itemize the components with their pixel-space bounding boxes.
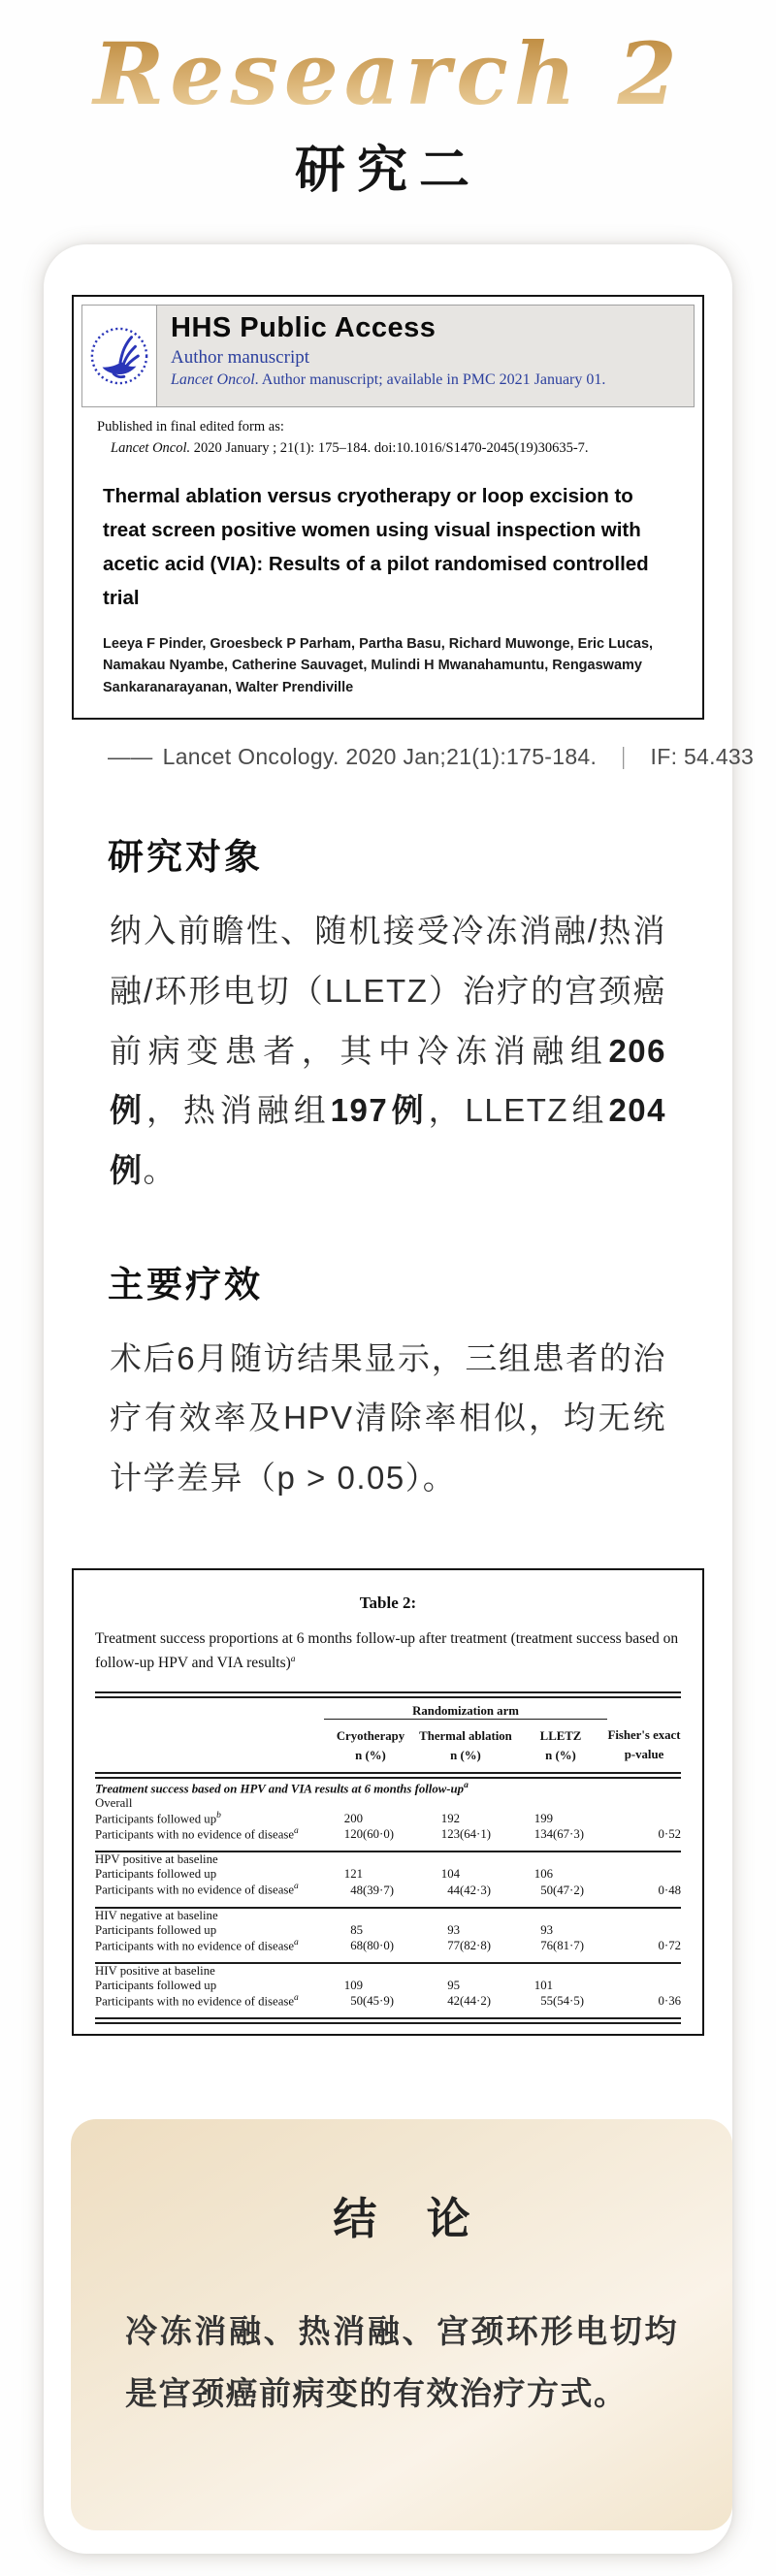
- cell-pvalue: [607, 1811, 681, 1826]
- article-title: Thermal ablation versus cryotherapy or loop excision to treat screen positive women using visual inspection with acetic acid (VIA): Results of a pilot randomised controlled trial: [103, 484, 649, 610]
- cell-pvalue: 0·36: [658, 1994, 681, 2009]
- stat-bold: 204例: [110, 1092, 667, 1188]
- conclusion-text: 冷冻消融、热消融、宫颈环形电切均是宫颈癌前病变的有效治疗方式。: [125, 2313, 678, 2412]
- cell-cryotherapy-pct: [363, 1923, 417, 1938]
- cell-thermal-n: 95: [447, 1978, 460, 1992]
- cell-cryotherapy-pct: [363, 1811, 417, 1826]
- table-row-group: [95, 1964, 681, 1979]
- cell-thermal-pct: (64·1): [460, 1827, 491, 1842]
- cell-lletz-n: 134: [534, 1827, 553, 1842]
- table-group-label: HIV positive at baseline: [95, 1963, 215, 1978]
- cell-lletz-pct: (47·2): [553, 1883, 584, 1897]
- table-row-label: Participants followed $up^b$: [95, 1810, 221, 1826]
- cell-cryotherapy-pct: (80·0): [363, 1938, 394, 1952]
- col-lletz: [514, 1719, 607, 1765]
- citation-separator: ｜: [612, 746, 635, 772]
- table-group-label: HIV negative at baseline: [95, 1908, 218, 1922]
- cell-lletz-n: 55: [540, 1994, 553, 2009]
- group-rule-cell: [95, 1953, 681, 1964]
- cell-lletz-pct: (67·3): [553, 1827, 584, 1842]
- table-group-label: Overall: [95, 1795, 133, 1810]
- cell-cryotherapy-pct: [363, 1867, 417, 1882]
- cell-cryotherapy-n: 48: [350, 1883, 363, 1897]
- hhs-logo-cell: [82, 306, 157, 406]
- published-reference: [111, 438, 695, 460]
- table-row-data: [95, 1811, 681, 1826]
- cell-lletz-pct: [553, 1811, 607, 1826]
- results-table-body: [95, 1781, 681, 2010]
- empty-header-cell: [95, 1719, 324, 1765]
- cell-lletz-pct: [553, 1867, 607, 1882]
- cell-thermal-n: 93: [447, 1922, 460, 1937]
- cell-pvalue: [607, 1923, 681, 1938]
- col-cryotherapy: [324, 1719, 417, 1765]
- table-header-rule: [95, 1772, 681, 1779]
- cell-thermal-pct: (42·3): [460, 1883, 491, 1897]
- table-row-data: [95, 1923, 681, 1938]
- cell-cryotherapy-n: 120: [343, 1827, 363, 1842]
- table-row-label: Participants followed up: [95, 1978, 217, 1992]
- empty-header-cell: [607, 1704, 681, 1720]
- content-card: [44, 244, 755, 2554]
- author-manuscript-label: Author manuscript: [171, 347, 310, 369]
- cell-lletz-n: 106: [534, 1867, 553, 1882]
- citation-text: Lancet Oncology. 2020 Jan;21(1):175-184.: [162, 744, 598, 770]
- efficacy-heading: 主要疗效: [108, 1265, 263, 1305]
- cell-thermal-n: 123: [440, 1827, 460, 1842]
- cell-cryotherapy-n: 121: [343, 1867, 363, 1882]
- table-row-data: [95, 1979, 681, 1993]
- cell-lletz-n: 76: [540, 1938, 553, 1952]
- table-group-label: HPV positive at baseline: [95, 1852, 218, 1867]
- paper-header-figure: [72, 295, 704, 720]
- cell-cryotherapy-n: 68: [350, 1938, 363, 1952]
- randomization-arm-row: [95, 1704, 681, 1720]
- published-label: Published in final edited form as:: [97, 419, 284, 435]
- text-segment: ，热消融组: [146, 1092, 331, 1129]
- cell-thermal-n: 77: [447, 1938, 460, 1952]
- cell-cryotherapy-pct: [363, 1979, 417, 1993]
- hhs-eagle-seal-icon: [89, 326, 149, 386]
- text-segment: 纳入前瞻性、随机接受冷冻消融/热消融/环形电切（LLETZ）治疗的宫颈癌前病变患者，其中冷冻消融组: [110, 913, 666, 1069]
- table-row-label: Participants with no evidence of disease$^a$: [95, 1882, 299, 1897]
- table-row-hr: [95, 1842, 681, 1852]
- text-segment: 。: [143, 1151, 177, 1188]
- cell-pvalue: [607, 1867, 681, 1882]
- table-row-label: Participants with no evidence of disease$^a$: [95, 1992, 299, 2009]
- cell-lletz-n: 101: [534, 1978, 553, 1992]
- table-section-label: Treatment success based on HPV and VIA results at 6 months follow-$up^a$: [95, 1780, 469, 1795]
- research-eyebrow: Research 2: [0, 25, 776, 123]
- citation-dash: ——: [108, 744, 153, 770]
- page-title: 研究二: [294, 144, 481, 200]
- header-rule-cell: [95, 1766, 681, 1781]
- pmc-availability-line: [171, 371, 605, 389]
- table-row-label: Participants with no evidence of disease$^a$: [95, 1826, 299, 1842]
- col-fishers-exact: [607, 1719, 681, 1765]
- table-row-label: Participants with no evidence of disease$^a$: [95, 1937, 299, 1952]
- page-header: [0, 0, 776, 202]
- col-name: Cryotherapy: [336, 1728, 405, 1743]
- results-table: [95, 1704, 681, 2009]
- col-name: Thermal ablation: [419, 1728, 512, 1743]
- journal-name-italic: Lancet Oncol: [171, 371, 255, 389]
- cell-cryotherapy-pct: (39·7): [363, 1883, 394, 1897]
- cell-lletz-n: 50: [540, 1883, 553, 1897]
- table-row-hr: [95, 1898, 681, 1909]
- col-sub: n (%): [450, 1748, 481, 1762]
- table2-body-wrap: [95, 1691, 681, 2024]
- cell-thermal-pct: [460, 1867, 514, 1882]
- cell-cryotherapy-pct: (60·0): [363, 1827, 394, 1842]
- cell-thermal-n: 44: [447, 1883, 460, 1897]
- stat-bold: 197例: [330, 1092, 429, 1129]
- cell-cryotherapy-pct: (45·9): [363, 1994, 394, 2009]
- article-authors: Leeya F Pinder, Groesbeck P Parham, Partha Basu, Richard Muwonge, Eric Lucas, Namakau Nyambe, Catherine Sauvaget, Mulindi H Mwanahamuntu, Rengaswamy Sankaranarayanan, Walter Prendiville: [103, 635, 654, 695]
- col-sub: n (%): [355, 1748, 386, 1762]
- cell-cryotherapy-n: 85: [350, 1922, 363, 1937]
- published-block: [97, 417, 695, 460]
- cell-lletz-n: 199: [534, 1812, 553, 1826]
- cell-pvalue: 0·52: [658, 1827, 681, 1842]
- cell-cryotherapy-n: 109: [343, 1978, 363, 1992]
- table-row-group: [95, 1852, 681, 1867]
- table-row-label: Participants followed up: [95, 1867, 217, 1882]
- published-reference-rest: 2020 January ; 21(1): 175–184. doi:10.1016/S1470-2045(19)30635-7.: [190, 439, 589, 456]
- table-row-data: [95, 1867, 681, 1882]
- table-bottom-rule: [95, 2017, 681, 2024]
- table-row-section: [95, 1781, 681, 1796]
- cell-thermal-pct: [460, 1811, 514, 1826]
- cell-lletz-pct: (54·5): [553, 1994, 584, 2009]
- citation-line: [108, 741, 755, 773]
- table-row-group: [95, 1909, 681, 1923]
- conclusion-box: [71, 2119, 732, 2530]
- cell-pvalue: [607, 1979, 681, 1993]
- table-row-data: [95, 1882, 681, 1897]
- journal-name-italic: Lancet Oncol.: [111, 439, 191, 456]
- cell-thermal-n: 192: [440, 1812, 460, 1826]
- randomization-arm-header: Randomization arm: [324, 1704, 607, 1720]
- cell-thermal-pct: (44·2): [460, 1994, 491, 2009]
- table-row-label: Participants followed up: [95, 1922, 217, 1937]
- group-rule-cell: [95, 1842, 681, 1852]
- table-top-rule: [95, 1691, 681, 1698]
- cell-lletz-pct: [553, 1979, 607, 1993]
- cell-thermal-n: 42: [447, 1994, 460, 2009]
- col-sub: n (%): [545, 1748, 576, 1762]
- pmc-availability-rest: . Author manuscript; available in PMC 2021 January 01.: [254, 371, 606, 389]
- subjects-heading: 研究对象: [108, 838, 263, 879]
- column-header-row: [95, 1719, 681, 1765]
- cell-pvalue: 0·48: [658, 1883, 681, 1897]
- cell-lletz-pct: [553, 1923, 607, 1938]
- col-sub: p-value: [624, 1748, 664, 1762]
- efficacy-paragraph: [110, 1329, 666, 1508]
- text-segment: ，LLETZ组: [428, 1092, 609, 1129]
- table-row-data: [95, 1826, 681, 1842]
- hhs-banner-text: [157, 306, 619, 406]
- cell-thermal-pct: [460, 1923, 514, 1938]
- table2-figure: [72, 1568, 704, 2036]
- table2-caption: [95, 1626, 681, 1676]
- col-thermal-ablation: [417, 1719, 514, 1765]
- hhs-public-access-title: HHS Public Access: [171, 312, 436, 344]
- cell-pvalue: 0·72: [658, 1938, 681, 1952]
- cell-thermal-n: 104: [440, 1867, 460, 1882]
- cell-lletz-pct: (81·7): [553, 1938, 584, 1952]
- col-name: Fisher's exact: [607, 1728, 681, 1743]
- cell-thermal-pct: [460, 1979, 514, 1993]
- text-segment: 术后6月随访结果显示，三组患者的治疗有效率及HPV清除率相似，均无统计学差异（p > 0.05）。: [110, 1339, 666, 1497]
- empty-header-cell: [95, 1704, 324, 1720]
- subjects-paragraph: [110, 901, 666, 1201]
- cell-lletz-n: 93: [540, 1922, 553, 1937]
- table-row-group: [95, 1796, 681, 1811]
- table2-title: Table 2:: [359, 1593, 417, 1612]
- conclusion-heading: 结 论: [333, 2195, 490, 2244]
- impact-factor: IF: 54.433: [650, 744, 755, 770]
- stat-bold: 206例: [110, 1032, 666, 1129]
- table-row-data: [95, 1938, 681, 1953]
- cell-thermal-pct: (82·8): [460, 1938, 491, 1952]
- group-rule-cell: [95, 1898, 681, 1909]
- cell-cryotherapy-n: 200: [343, 1812, 363, 1826]
- hhs-banner: [81, 305, 695, 407]
- col-name: LLETZ: [539, 1728, 582, 1743]
- caption-footnote-sup: a: [290, 1655, 296, 1665]
- cell-cryotherapy-n: 50: [350, 1994, 363, 2009]
- table-row-hr: [95, 1953, 681, 1964]
- table-row-data: [95, 1993, 681, 2009]
- header-rule-row: [95, 1766, 681, 1781]
- table2-caption-text: Treatment success proportions at 6 months follow-up after treatment (treatment success based on follow-up HPV and VIA results): [95, 1629, 679, 1672]
